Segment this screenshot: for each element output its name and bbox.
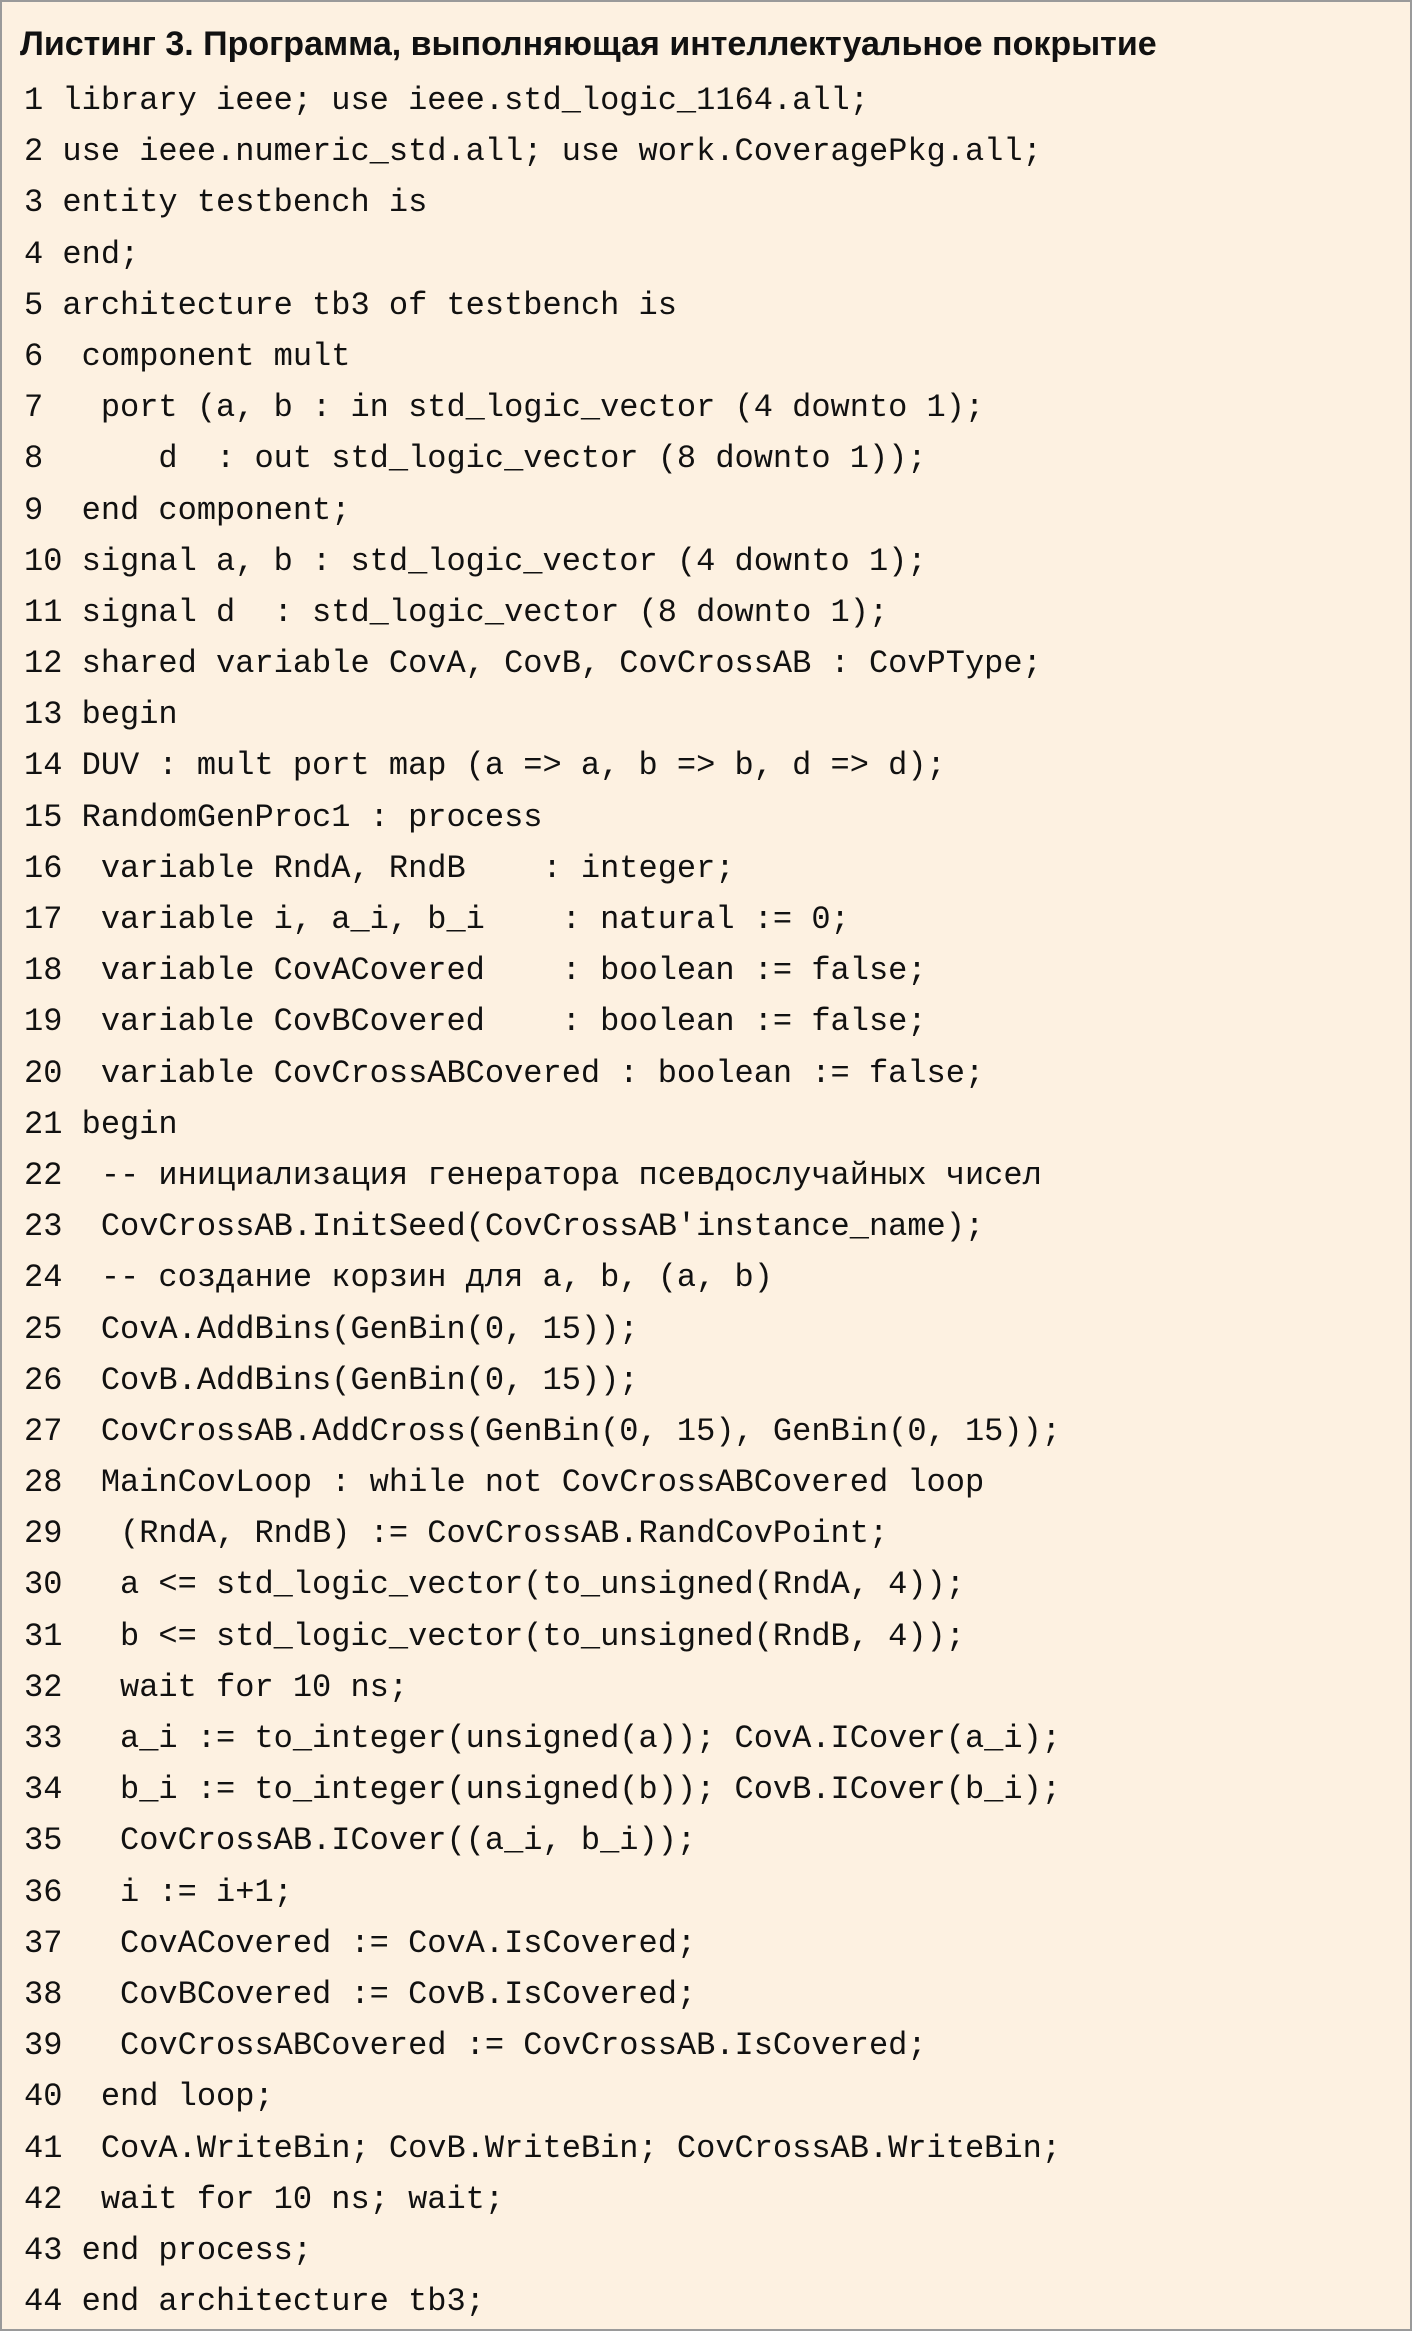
code-line: 25 CovA.AddBins(GenBin(0, 15)); — [24, 1310, 639, 1348]
code-line: 35 CovCrossAB.ICover((a_i, b_i)); — [24, 1822, 697, 1860]
code-line: 19 variable CovBCovered : boolean := false; — [24, 1003, 927, 1041]
code-line: 31 b <= std_logic_vector(to_unsigned(RndB, 4)); — [24, 1617, 965, 1655]
code-line: 11 signal d : std_logic_vector (8 downto 1); — [24, 593, 889, 631]
code-line: 36 i := i+1; — [24, 1873, 293, 1911]
code-line: 17 variable i, a_i, b_i : natural := 0; — [24, 901, 850, 938]
code-line: 14 DUV : mult port map (a => a, b => b, d => d); — [24, 747, 946, 785]
listing-title: Листинг 3. Программа, выполняющая интеллектуальное покрытие — [20, 25, 1157, 63]
code-line: 42 wait for 10 ns; wait; — [24, 2180, 505, 2218]
code-line: 7 port (a, b : in std_logic_vector (4 downto 1); — [24, 389, 985, 427]
code-line: 20 variable CovCrossABCovered : boolean := false; — [24, 1054, 985, 1092]
code-line: 38 CovBCovered := CovB.IsCovered; — [24, 1975, 697, 2013]
code-line: 40 end loop; — [24, 2078, 274, 2116]
code-line: 6 component mult — [24, 337, 351, 375]
code-line: 3 entity testbench is — [24, 184, 428, 222]
code-line: 12 shared variable CovA, CovB, CovCrossAB : CovPType; — [24, 645, 1042, 683]
code-line: 16 variable RndA, RndB : integer; — [24, 849, 735, 887]
code-line: 44 end architecture tb3; — [24, 2283, 485, 2321]
code-line: 1 library ieee; use ieee.std_logic_1164.all; — [24, 82, 869, 119]
code-line: 18 variable CovACovered : boolean := false; — [24, 952, 927, 990]
code-line: 28 MainCovLoop : while not CovCrossABCovered loop — [24, 1464, 985, 1502]
code-line: 23 CovCrossAB.InitSeed(CovCrossAB'instance_name); — [24, 1208, 985, 1246]
code-line: 41 CovA.WriteBin; CovB.WriteBin; CovCrossAB.WriteBin; — [24, 2129, 1061, 2167]
code-line: 22 -- инициализация генератора псевдослучайных чисел — [24, 1156, 1042, 1194]
code-line: 26 CovB.AddBins(GenBin(0, 15)); — [24, 1361, 639, 1399]
code-line: 39 CovCrossABCovered := CovCrossAB.IsCovered; — [24, 2027, 927, 2065]
code-line: 27 CovCrossAB.AddCross(GenBin(0, 15), GenBin(0, 15)); — [24, 1412, 1061, 1450]
code-line: 5 architecture tb3 of testbench is — [24, 286, 677, 324]
code-line: 4 end; — [24, 235, 140, 273]
code-line: 30 a <= std_logic_vector(to_unsigned(RndA, 4)); — [24, 1566, 965, 1604]
code-line: 9 end component; — [24, 491, 351, 529]
code-line: 24 -- создание корзин для a, b, (a, b) — [24, 1259, 773, 1297]
code-line: 29 (RndA, RndB) := CovCrossAB.RandCovPoint; — [24, 1515, 889, 1553]
code-line: 15 RandomGenProc1 : process — [24, 798, 543, 836]
code-line: 43 end process; — [24, 2231, 313, 2269]
code-line: 21 begin — [24, 1105, 178, 1143]
code-line: 34 b_i := to_integer(unsigned(b)); CovB.ICover(b_i); — [24, 1771, 1061, 1809]
code-line: 2 use ieee.numeric_std.all; use work.CoveragePkg.all; — [24, 133, 1042, 171]
code-line: 37 CovACovered := CovA.IsCovered; — [24, 1924, 697, 1962]
code-line: 10 signal a, b : std_logic_vector (4 downto 1); — [24, 542, 927, 580]
code-block — [24, 75, 1061, 2327]
code-line: 33 a_i := to_integer(unsigned(a)); CovA.ICover(a_i); — [24, 1720, 1061, 1757]
code-line: 32 wait for 10 ns; — [24, 1668, 409, 1706]
code-line: 13 begin — [24, 696, 178, 734]
code-line: 8 d : out std_logic_vector (8 downto 1)); — [24, 440, 927, 478]
